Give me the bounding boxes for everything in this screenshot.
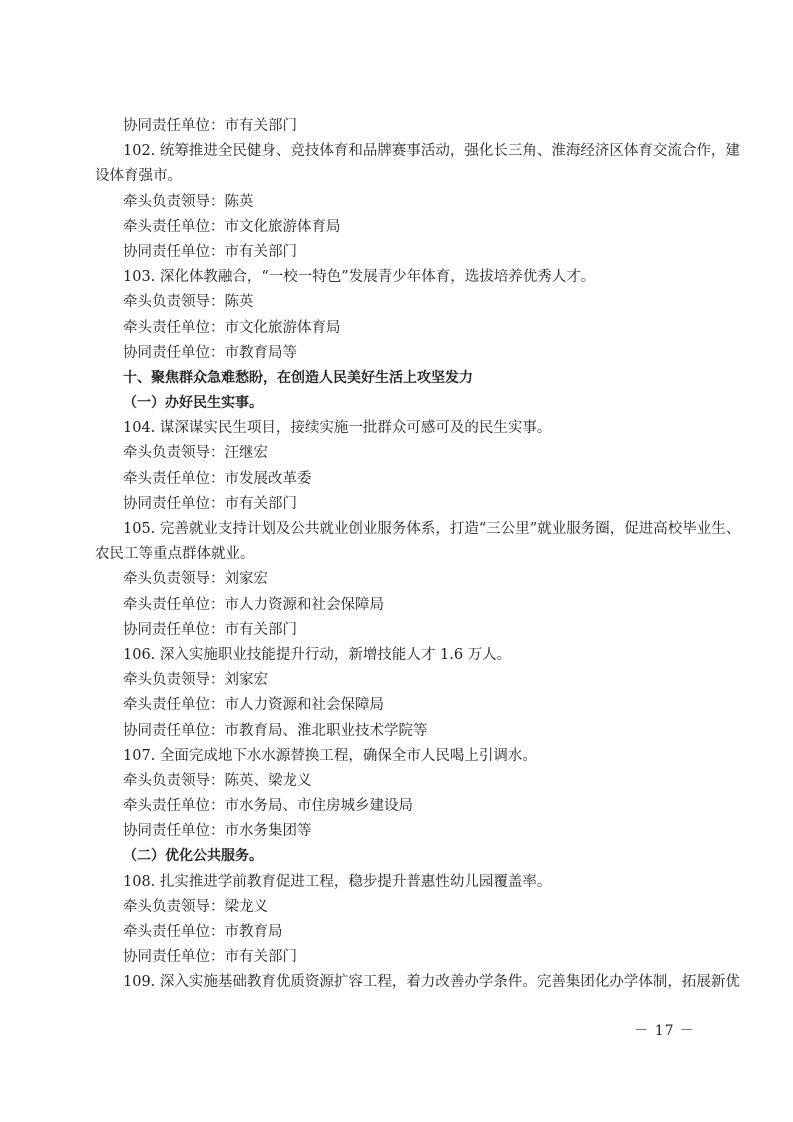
text-line: 协同责任单位：市水务集团等 xyxy=(123,823,312,840)
item-106: 106. 深入实施职业技能提升行动，新增技能人才 1.6 万人。 xyxy=(123,646,512,663)
item-102-line-2: 设体育强市。 xyxy=(95,168,182,185)
item-107: 107. 全面完成地下水水源替换工程，确保全市人民喝上引调水。 xyxy=(123,747,537,764)
text-line: 牵头责任单位：市文化旅游体育局 xyxy=(123,218,341,235)
text-line: 协同责任单位：市教育局、淮北职业技术学院等 xyxy=(123,722,428,739)
text-line: 牵头负责领导：刘家宏 xyxy=(123,571,268,588)
text-line: 协同责任单位：市有关部门 xyxy=(123,495,297,512)
item-103: 103. 深化体教融合，“一校一特色”发展青少年体育，选拔培养优秀人才。 xyxy=(123,269,596,286)
document-body xyxy=(95,114,741,996)
text-line: 牵头责任单位：市发展改革委 xyxy=(123,470,312,487)
text-line: 牵头负责领导：刘家宏 xyxy=(123,672,268,689)
text-line: 协同责任单位：市有关部门 xyxy=(123,621,297,638)
text-line: 牵头负责领导：梁龙义 xyxy=(123,898,268,915)
text-line: 牵头责任单位：市人力资源和社会保障局 xyxy=(123,697,384,714)
item-104: 104. 谋深谋实民生项目，接续实施一批群众可感可及的民生实事。 xyxy=(123,420,552,437)
item-109-line-1: 109. 深入实施基础教育优质资源扩容工程，着力改善办学条件。完善集团化办学体制，拓展新优 xyxy=(123,974,740,991)
text-line: 牵头负责领导：陈英 xyxy=(123,193,254,210)
page-number: － 17 － xyxy=(634,1023,695,1039)
item-105-line-2: 农民工等重点群体就业。 xyxy=(95,546,255,563)
item-108: 108. 扎实推进学前教育促进工程，稳步提升普惠性幼儿园覆盖率。 xyxy=(123,873,552,890)
text-line: 牵头责任单位：市文化旅游体育局 xyxy=(123,319,341,336)
section-heading-10: 十、聚焦群众急难愁盼，在创造人民美好生活上攻坚发力 xyxy=(123,369,473,386)
text-line: 牵头责任单位：市水务局、市住房城乡建设局 xyxy=(123,798,413,815)
text-line: 协同责任单位：市有关部门 xyxy=(123,949,297,966)
text-line: 牵头责任单位：市人力资源和社会保障局 xyxy=(123,596,384,613)
text-line: 协同责任单位：市教育局等 xyxy=(123,344,297,361)
text-line: 牵头责任单位：市教育局 xyxy=(123,924,283,940)
item-105-line-1: 105. 完善就业支持计划及公共就业创业服务体系，打造“三公里”就业服务圈，促进高校毕业生、 xyxy=(123,521,741,537)
subsection-heading-2: （二）优化公共服务。 xyxy=(123,848,263,865)
text-line: 牵头负责领导：陈英 xyxy=(123,294,254,311)
text-line: 牵头负责领导：汪继宏 xyxy=(123,445,268,462)
text-line: 协同责任单位：市有关部门 xyxy=(123,243,297,260)
text-line: 协同责任单位：市有关部门 xyxy=(123,118,297,134)
subsection-heading-1: （一）办好民生实事。 xyxy=(123,395,263,412)
item-102-line-1: 102. 统筹推进全民健身、竞技体育和品牌赛事活动，强化长三角、淮海经济区体育交流合作，建 xyxy=(123,143,740,160)
text-line: 牵头负责领导：陈英、梁龙义 xyxy=(123,772,312,789)
